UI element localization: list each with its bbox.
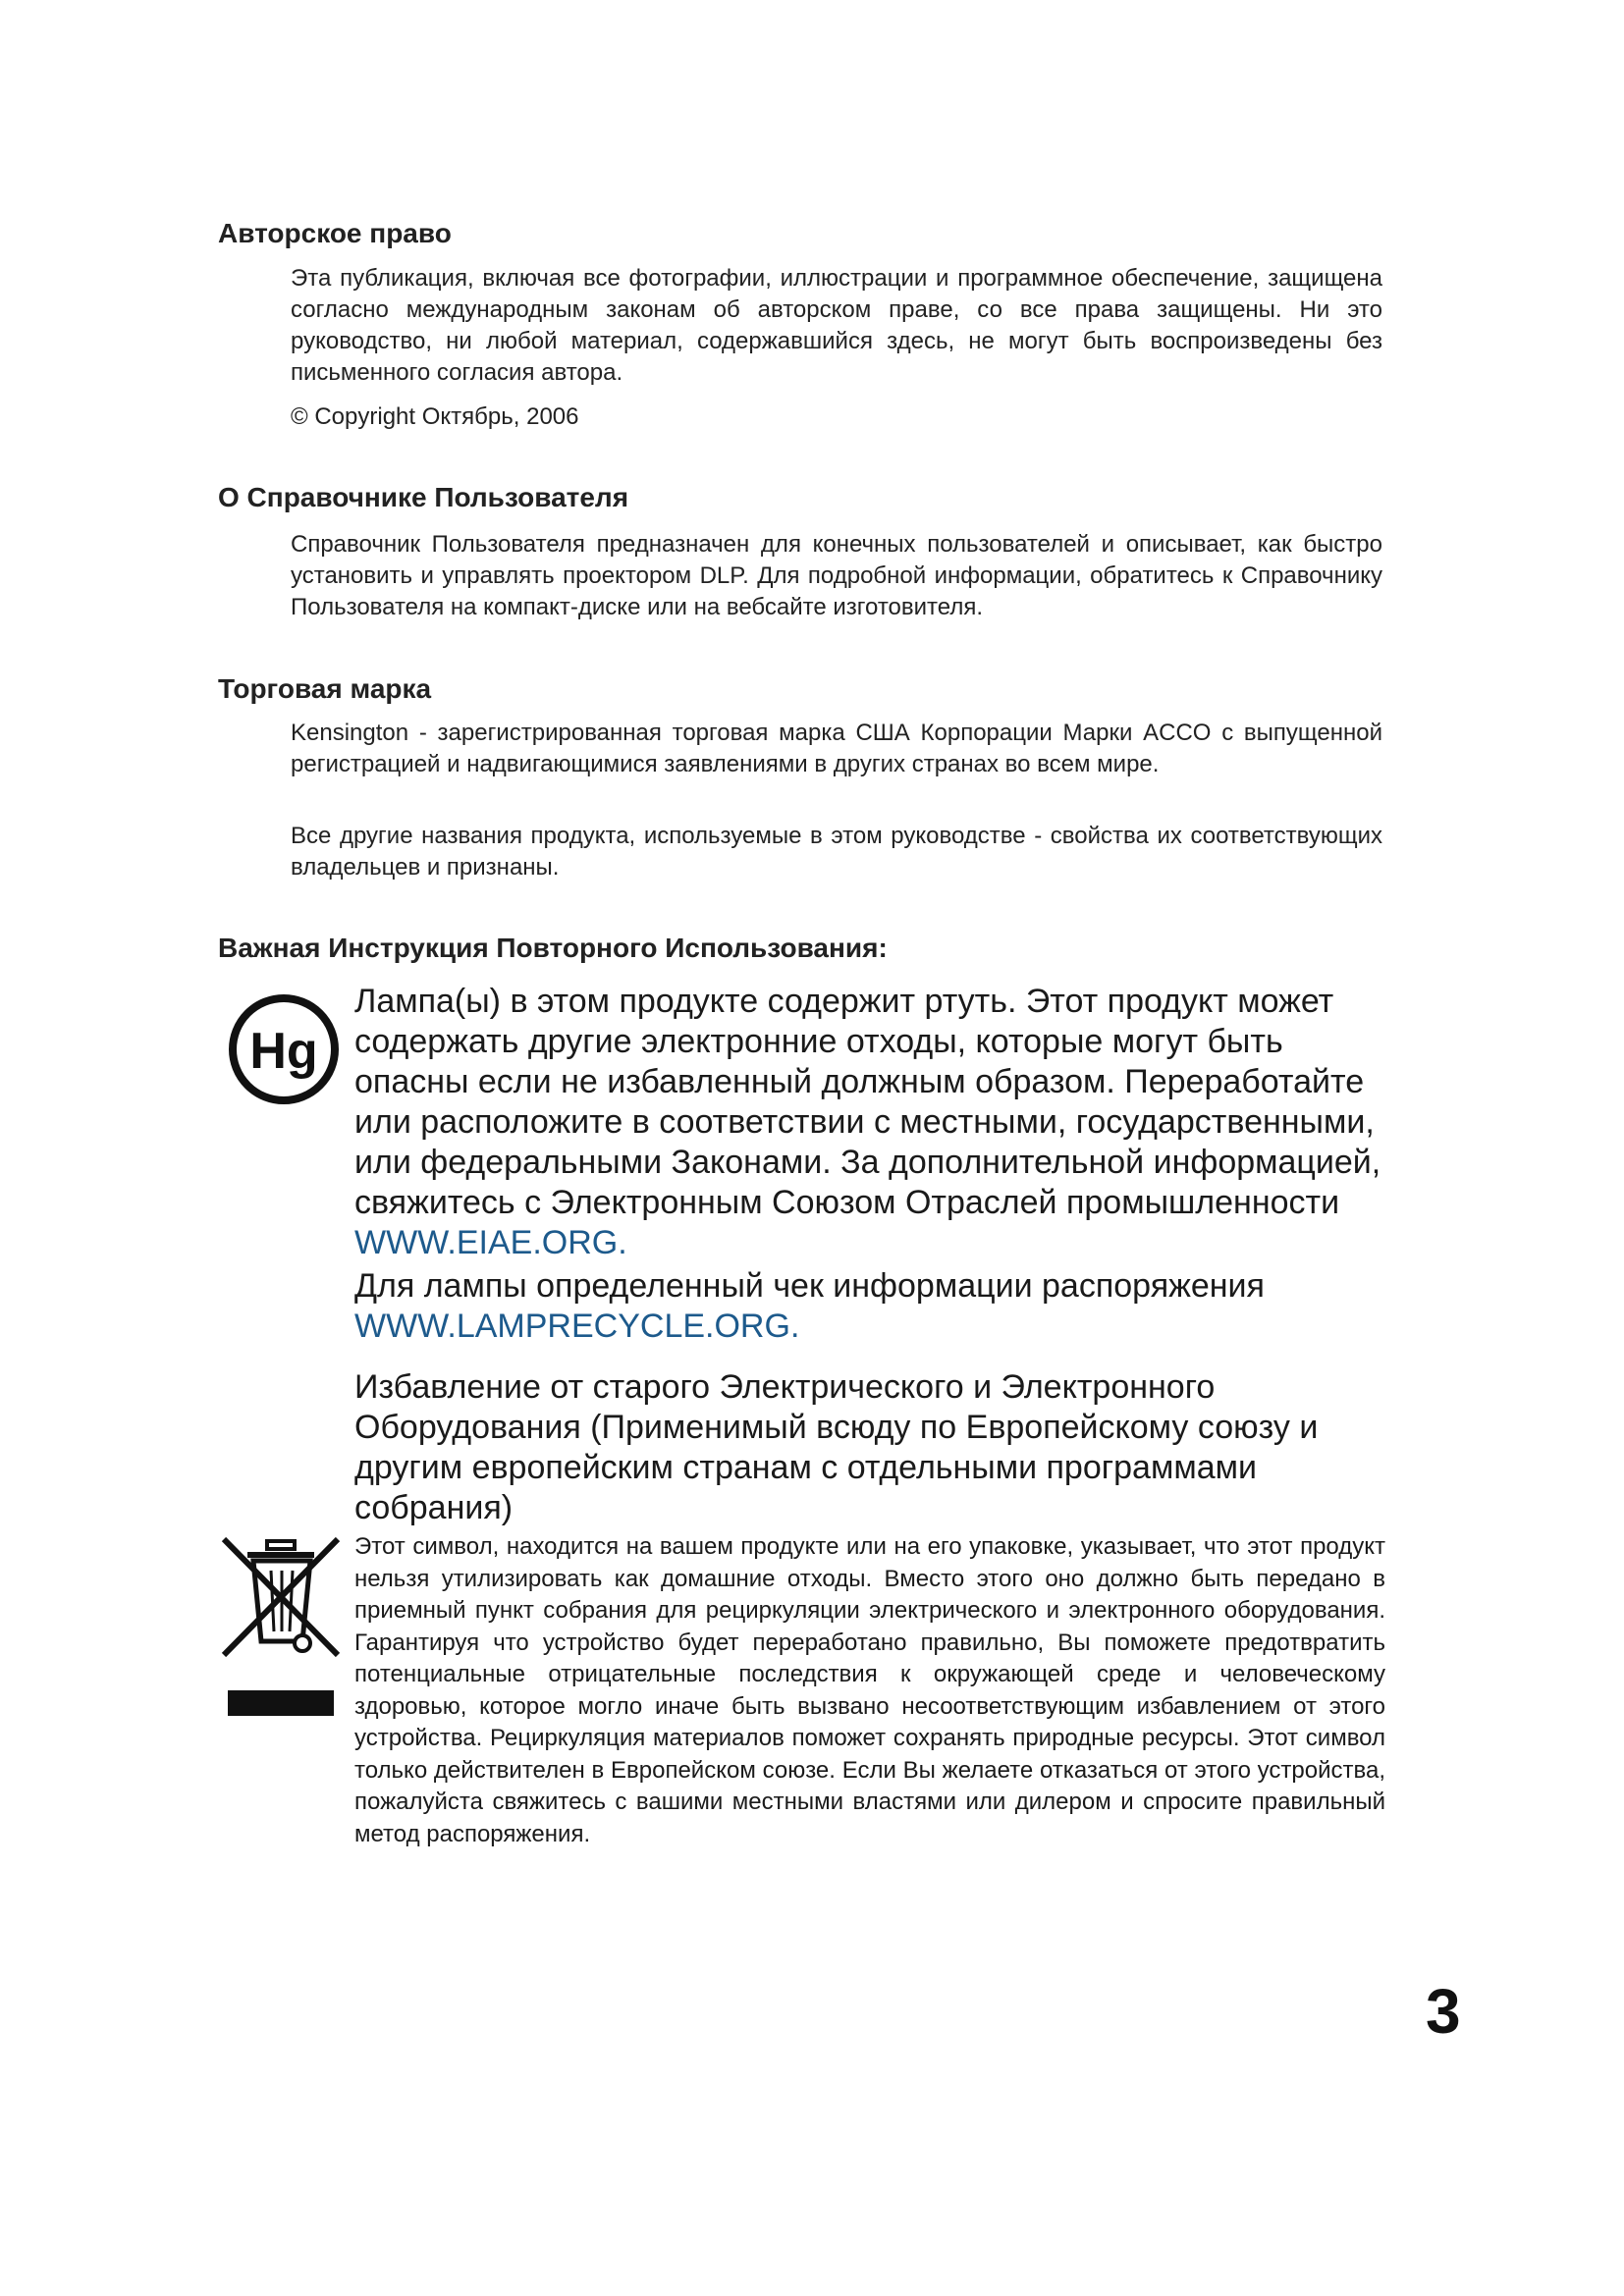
about-body: Справочник Пользователя предназначен для конечных пользователей и описывает, как быстро установить и управлять проектором DLP. Для подробной информации, обратитесь к Справочнику Пользователя на компакт-диске или на вебсайте изготовителя. (291, 531, 1382, 620)
crossed-bin-icon (220, 1533, 342, 1722)
hg-icon-label: Hg (249, 1023, 318, 1080)
heading-about: О Справочнике Пользователя (218, 482, 629, 512)
weee-title: Избавление от старого Электрического и Электронного Оборудования (Применимый всюду по Европейскому союзу и другим европейским странам с отдельными программами собрания) (354, 1368, 1319, 1526)
heading-copyright: Авторское право (218, 218, 452, 248)
mercury-hg-icon (226, 991, 342, 1107)
heading-recycling: Важная Инструкция Повторного Использования: (218, 933, 888, 963)
copyright-notice: © Copyright Октябрь, 2006 (291, 403, 579, 430)
page-number: 3 (1426, 1976, 1461, 2047)
trademark-body-2: Все другие названия продукта, используемые в этом руководстве - свойства их соответствующих владельцев и признаны. (291, 823, 1382, 881)
mercury-text-body: Лампа(ы) в этом продукте содержит ртуть. Этот продукт может содержать другие электронние отходы, которые могут быть опасны если не избавленный должным образом. Переработайте или расположите в соответствии с местными, государственными, или федеральными Законами. За дополнительной информацией, свяжитесь с Электронным Союзом Отраслей промышленности (354, 983, 1381, 1221)
weee-body: Этот символ, находится на вашем продукте или на его упаковке, указывает, что этот продукт нельзя утилизировать как домашние отходы. Вместо этого оно должно быть передано в приемный пункт собрания для рециркуляции электрического и электронного оборудования. Гарантируя что устройство будет переработано правильно, Вы поможете предотвратить потенциальные отрицательные последствия к окружающей среде и человеческому здоровью, которое могло иначе быть вызвано несоответствующим избавлением от этого устройства. Рециркуляция материалов поможет сохранять природные ресурсы. Этот символ только действителен в Европейском союзе. Если Вы желаете отказаться от этого устройства, пожалуйста свяжитесь с вашими местными властями или дилером и спросите правильный метод распоряжения. (354, 1533, 1385, 1847)
lamp-text-body: Для лампы определенный чек информации распоряжения (354, 1267, 1265, 1305)
trademark-body-1: Kensington - зарегистрированная торговая марка США Корпорации Марки ACCO с выпущенной регистрацией и надвигающимися заявлениями в других странах во всем мире. (291, 720, 1382, 777)
mercury-text: Лампа(ы) в этом продукте содержит ртуть. Этот продукт может содержать другие электронние отходы, которые могут быть опасны если не избавленный должным образом. Переработайте или расположите в соответствии с местными, государственными, или федеральными Законами. За дополнительной информацией, свяжитесь с Электронным Союзом Отраслей промышленности WWW.EIAE.ORG. (354, 983, 1381, 1261)
eiae-link[interactable]: WWW.EIAE.ORG (354, 1224, 619, 1261)
lamprecycle-link[interactable]: WWW.LAMPRECYCLE.ORG (354, 1308, 790, 1345)
lamp-text: Для лампы определенный чек информации распоряжения WWW.LAMPRECYCLE.ORG. (354, 1267, 1265, 1345)
heading-trademark: Торговая марка (218, 673, 432, 704)
copyright-body: Эта публикация, включая все фотографии, иллюстрации и программное обеспечение, защищена согласно международным законам об авторском праве, со все права защищены. Ни это руководство, ни любой материал, содержавшийся здесь, не могут быть воспроизведены без письменного согласия автора. (291, 265, 1382, 386)
